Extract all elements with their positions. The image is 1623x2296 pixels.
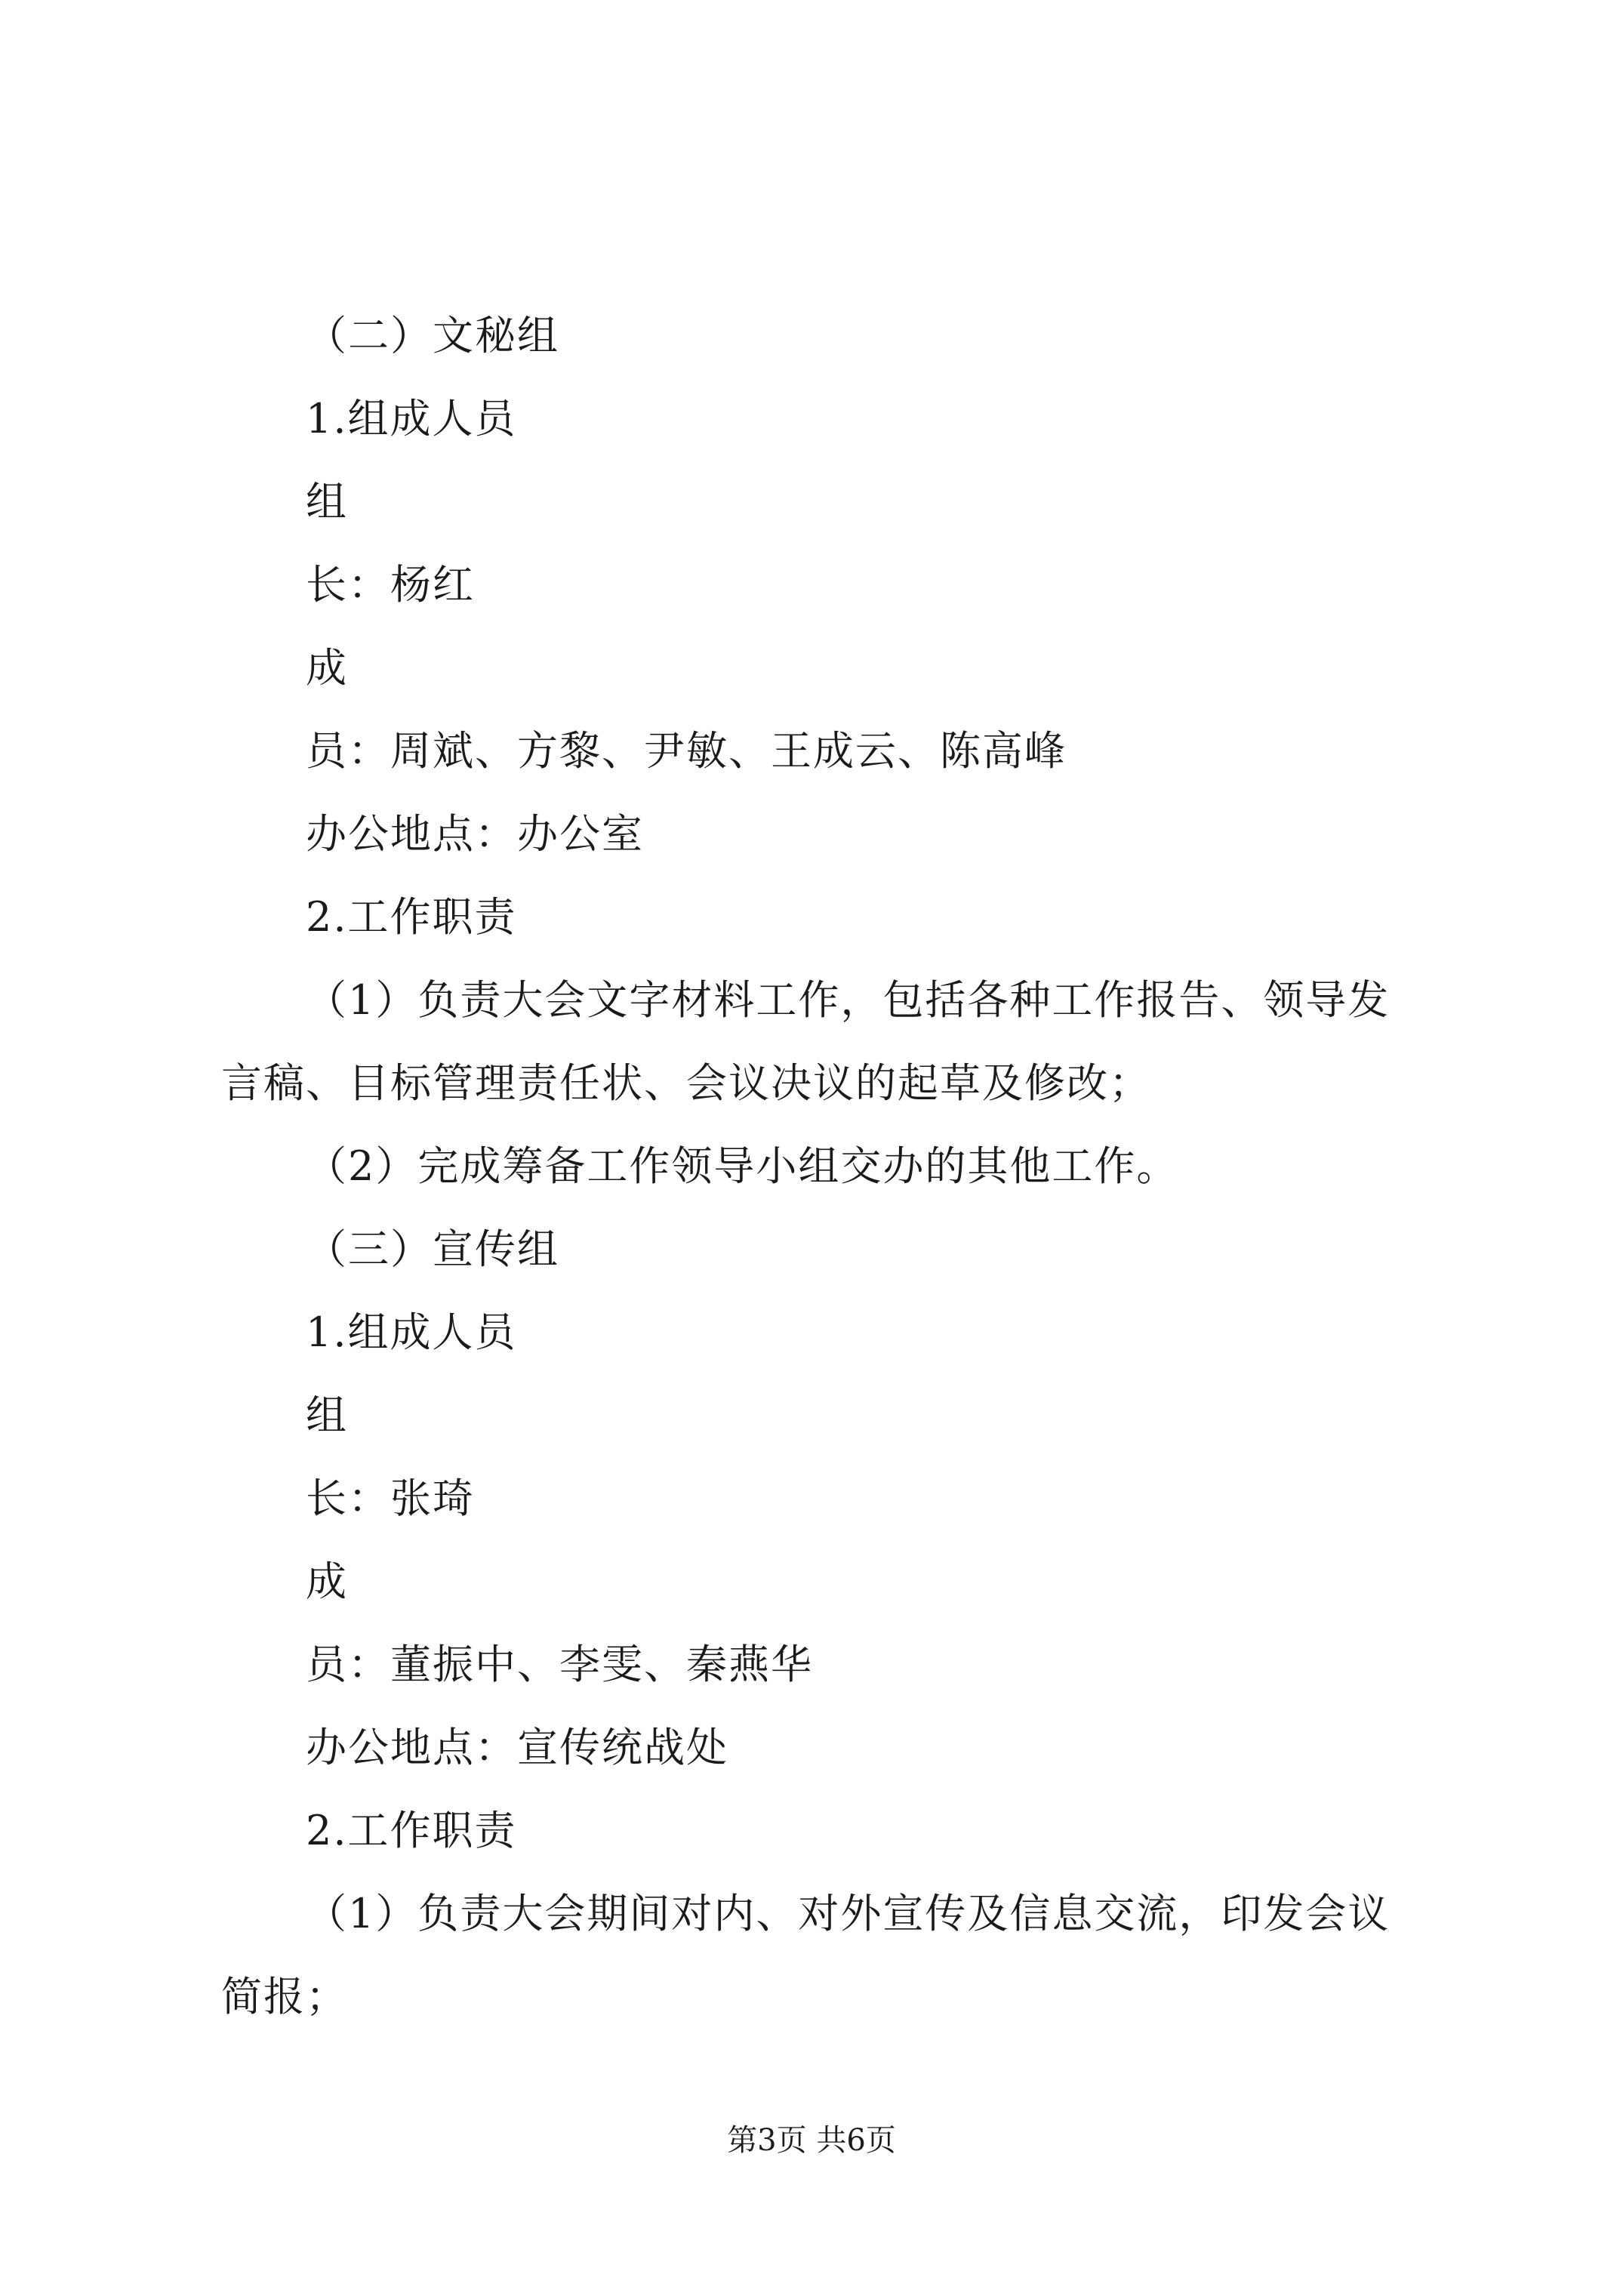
page-footer: 第3页 共6页 <box>727 2123 896 2158</box>
subheading-duties: 2.工作职责 <box>306 893 517 941</box>
subheading-members: 1.组成人员 <box>306 395 517 442</box>
paragraph-line: （1）负责大会期间对内、对外宣传及信息交流，印发会议 <box>306 1890 1390 1937</box>
subheading-duties: 2.工作职责 <box>306 1807 517 1854</box>
paragraph-line: 简报； <box>221 1973 348 2020</box>
section-heading-publicity: （三）宣传组 <box>306 1225 559 1273</box>
text-line: 员：周斌、方黎、尹敏、王成云、陈高峰 <box>306 727 1067 775</box>
paragraph-line: （2）完成筹备工作领导小组交办的其他工作。 <box>306 1142 1179 1190</box>
text-line: 长：张琦 <box>306 1475 475 1522</box>
text-line: 组 <box>306 478 348 525</box>
text-line: 办公地点：办公室 <box>306 810 644 858</box>
section-heading-secretariat: （二）文秘组 <box>306 312 559 359</box>
subheading-members: 1.组成人员 <box>306 1308 517 1356</box>
text-line: 成 <box>306 1558 348 1605</box>
paragraph-line: 言稿、目标管理责任状、会议决议的起草及修改； <box>221 1059 1151 1107</box>
text-line: 长：杨红 <box>306 561 475 609</box>
paragraph-line: （1）负责大会文字材料工作，包括各种工作报告、领导发 <box>306 976 1390 1024</box>
text-line: 员：董振中、李雯、秦燕华 <box>306 1641 813 1688</box>
text-line: 成 <box>306 644 348 692</box>
text-line: 办公地点：宣传统战处 <box>306 1724 728 1771</box>
text-line: 组 <box>306 1391 348 1439</box>
